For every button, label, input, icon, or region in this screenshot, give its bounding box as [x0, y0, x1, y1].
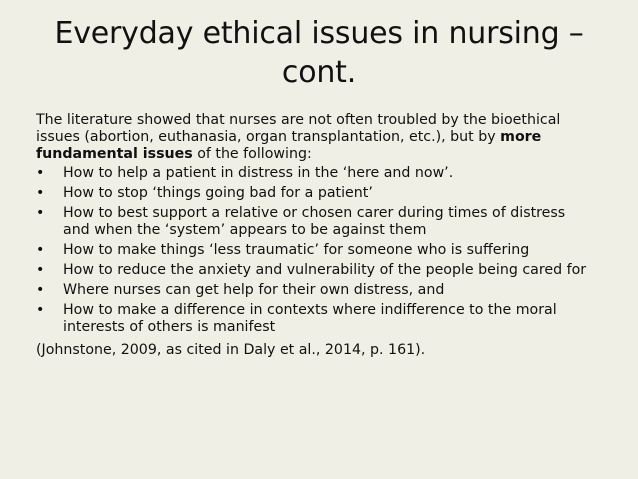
citation: (Johnstone, 2009, as cited in Daly et al., 2014, p. 161).	[36, 342, 426, 358]
list-item-text: Where nurses can get help for their own distress, and	[63, 282, 445, 298]
intro-text-end: of the following:	[192, 146, 312, 162]
list-item	[36, 282, 596, 299]
bullet-icon: •	[36, 205, 45, 221]
slide-title	[40, 14, 598, 92]
list-item	[36, 165, 596, 182]
bullet-icon: •	[36, 302, 45, 318]
list-item-text: How to best support a relative or chosen carer during times of distress and when the ‘system’ appears to be against them	[63, 205, 566, 238]
list-item	[36, 242, 596, 259]
intro-emphasis: more fundamental issues	[36, 129, 542, 162]
list-item-text: How to make things ‘less traumatic’ for someone who is suffering	[63, 242, 530, 258]
issues-list	[36, 165, 596, 336]
list-item	[36, 302, 596, 336]
list-item-text: How to help a patient in distress in the ‘here and now’.	[63, 165, 454, 181]
intro-paragraph	[36, 112, 596, 163]
intro-text-start: The literature showed that nurses are not often troubled by the bioethical issues (abortion, euthanasia, organ transplantation, etc.), but by	[36, 112, 561, 145]
bullet-icon: •	[36, 185, 45, 201]
list-item	[36, 185, 596, 202]
bullet-icon: •	[36, 242, 45, 258]
list-item-text: How to make a difference in contexts where indifference to the moral interests of others is manifest	[63, 302, 557, 335]
bullet-icon: •	[36, 262, 45, 278]
slide-title-line-1: Everyday ethical issues in nursing –	[54, 16, 584, 51]
list-item-text: How to reduce the anxiety and vulnerability of the people being cared for	[63, 262, 587, 278]
list-item	[36, 205, 596, 239]
bullet-icon: •	[36, 282, 45, 298]
list-item	[36, 262, 596, 279]
slide-body	[36, 112, 596, 359]
bullet-icon: •	[36, 165, 45, 181]
slide-title-line-2: cont.	[281, 55, 357, 90]
list-item-text: How to stop ‘things going bad for a patient’	[63, 185, 373, 201]
